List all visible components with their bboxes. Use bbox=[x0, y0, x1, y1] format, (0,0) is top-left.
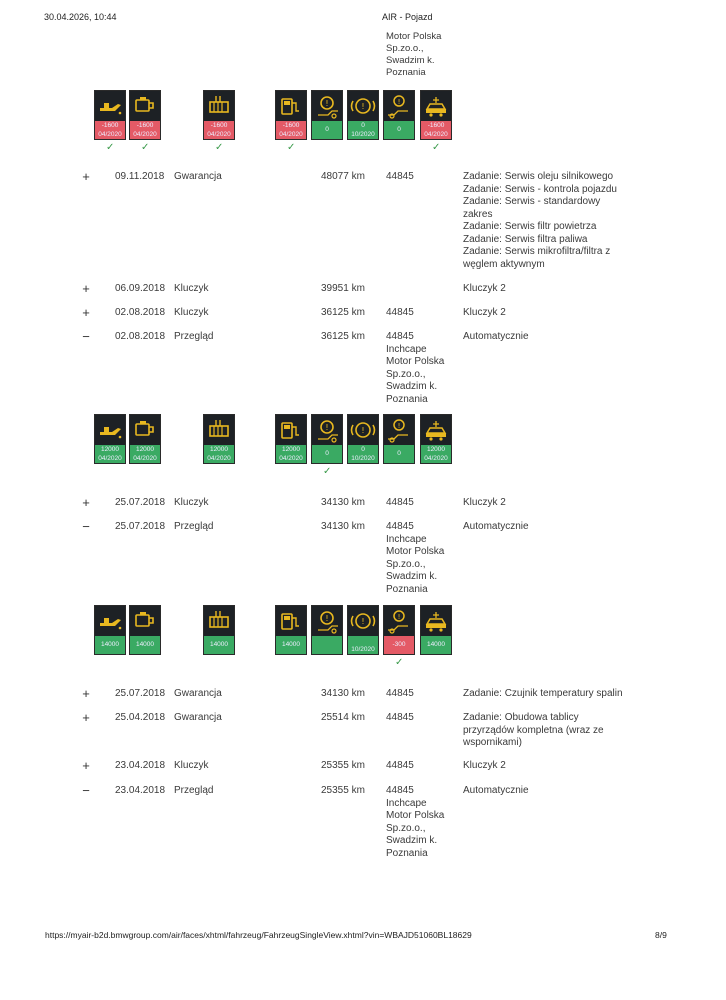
description-line: Kluczyk 2 bbox=[463, 497, 506, 508]
description-line: węglem aktywnym bbox=[463, 258, 545, 270]
tile-value bbox=[348, 636, 378, 645]
air-filter-icon bbox=[204, 415, 234, 445]
dealer-line: Swadzim k. bbox=[386, 571, 438, 582]
tile-date: 10/2020 bbox=[348, 645, 378, 654]
brake-fluid-icon bbox=[348, 415, 378, 445]
tile-date: 04/2020 bbox=[421, 454, 451, 463]
service-tile bbox=[94, 414, 126, 464]
page-number: 8/9 bbox=[655, 930, 667, 940]
row-mileage: 34130 km bbox=[321, 688, 365, 699]
tile-date: 04/2020 bbox=[95, 130, 125, 139]
expand-toggle[interactable]: + bbox=[82, 758, 90, 773]
description-line: Kluczyk 2 bbox=[463, 307, 506, 318]
dealer-line: Poznania bbox=[386, 393, 428, 405]
dealer-line: Motor Polska bbox=[386, 356, 445, 367]
description-line: Automatycznie bbox=[463, 521, 529, 532]
history-row bbox=[0, 329, 726, 405]
expand-toggle[interactable]: + bbox=[82, 169, 90, 184]
service-tile bbox=[311, 414, 343, 464]
description-line: przyrządów kompletna (wraz ze bbox=[463, 724, 604, 736]
oil-can-icon bbox=[95, 91, 125, 121]
rear-brakes-icon bbox=[384, 606, 414, 636]
svg-text:!: ! bbox=[397, 422, 401, 430]
expand-toggle[interactable]: + bbox=[82, 686, 90, 701]
history-row bbox=[0, 307, 726, 321]
print-datetime: 30.04.2026, 10:44 bbox=[44, 12, 117, 22]
row-description bbox=[463, 785, 623, 798]
tile-date: 04/2020 bbox=[95, 454, 125, 463]
vehicle-check-icon bbox=[130, 606, 160, 636]
air-filter-icon bbox=[204, 606, 234, 636]
row-type: Przegląd bbox=[174, 331, 214, 342]
row-type: Kluczyk bbox=[174, 760, 209, 771]
dealer-line: 44845 bbox=[386, 171, 414, 182]
row-date: 25.07.2018 bbox=[115, 497, 166, 508]
brake-fluid-icon bbox=[348, 606, 378, 636]
history-row bbox=[0, 497, 726, 511]
service-tile bbox=[420, 605, 452, 655]
tile-value: -1600 bbox=[204, 121, 234, 130]
service-tile bbox=[383, 605, 415, 655]
service-tile bbox=[275, 90, 307, 140]
tile-value: -1600 bbox=[276, 121, 306, 130]
tile-value: 0 bbox=[348, 121, 378, 130]
service-tile bbox=[420, 414, 452, 464]
dealer-address bbox=[386, 31, 441, 79]
row-description bbox=[463, 497, 623, 510]
svg-text:!: ! bbox=[397, 613, 401, 621]
description-line: Zadanie: Serwis - kontrola pojazdu bbox=[463, 183, 617, 195]
page-title: AIR - Pojazd bbox=[382, 12, 433, 22]
description-line: Automatycznie bbox=[463, 331, 529, 342]
air-filter-icon bbox=[204, 91, 234, 121]
dealer-line: Motor Polska bbox=[386, 31, 442, 42]
row-description bbox=[463, 712, 623, 750]
tile-date: 10/2020 bbox=[348, 130, 378, 139]
description-line: Zadanie: Obudowa tablicy bbox=[463, 712, 579, 723]
row-date: 06.09.2018 bbox=[115, 283, 166, 294]
tile-value: -1600 bbox=[130, 121, 160, 130]
collapse-toggle[interactable]: − bbox=[82, 783, 90, 798]
dealer-line: Inchcape bbox=[386, 533, 427, 545]
row-description bbox=[463, 283, 623, 296]
service-tile bbox=[275, 605, 307, 655]
tile-date: 10/2020 bbox=[348, 454, 378, 463]
description-line: zakres bbox=[463, 208, 493, 220]
tile-value: 0 bbox=[384, 121, 414, 139]
description-line: wspornikami) bbox=[463, 737, 522, 748]
dealer-line: Swadzim k. bbox=[386, 55, 435, 66]
check-mark-icon: ✓ bbox=[106, 142, 115, 153]
row-dealer bbox=[386, 497, 414, 510]
dealer-line: 44845 bbox=[386, 521, 414, 532]
tile-value: 12000 bbox=[130, 445, 160, 454]
service-tile bbox=[203, 90, 235, 140]
vehicle-check-icon bbox=[130, 415, 160, 445]
history-row bbox=[0, 519, 726, 595]
check-mark-icon: ✓ bbox=[287, 142, 296, 153]
dealer-line: Inchcape bbox=[386, 797, 427, 809]
row-mileage: 25355 km bbox=[321, 760, 365, 771]
svg-text:!: ! bbox=[325, 423, 329, 432]
row-dealer bbox=[386, 521, 444, 596]
history-row bbox=[0, 760, 726, 774]
dealer-line: 44845 bbox=[386, 688, 414, 699]
microfilter-icon bbox=[421, 606, 451, 636]
front-brakes-icon bbox=[312, 91, 342, 121]
dealer-line: 44845 bbox=[386, 712, 414, 723]
row-mileage: 39951 km bbox=[321, 283, 365, 294]
row-dealer bbox=[386, 171, 414, 184]
service-tile bbox=[129, 414, 161, 464]
description-line: Zadanie: Czujnik temperatury spalin bbox=[463, 688, 623, 699]
expand-toggle[interactable]: + bbox=[82, 281, 90, 296]
service-tile bbox=[203, 605, 235, 655]
row-date: 02.08.2018 bbox=[115, 307, 166, 318]
row-type: Kluczyk bbox=[174, 283, 209, 294]
check-mark-icon: ✓ bbox=[432, 142, 441, 153]
service-tile bbox=[94, 90, 126, 140]
microfilter-icon bbox=[421, 415, 451, 445]
service-tile bbox=[347, 605, 379, 655]
row-date: 09.11.2018 bbox=[115, 171, 165, 182]
dealer-line: Motor Polska bbox=[386, 810, 445, 821]
row-type: Przegląd bbox=[174, 521, 214, 532]
rear-brakes-icon bbox=[384, 415, 414, 445]
tile-value: 12000 bbox=[421, 445, 451, 454]
tile-value: 14000 bbox=[276, 636, 306, 654]
tile-date: 04/2020 bbox=[276, 454, 306, 463]
service-tile bbox=[311, 605, 343, 655]
dealer-line: 44845 bbox=[386, 331, 414, 342]
tile-date: 04/2020 bbox=[130, 454, 160, 463]
dealer-line: 44845 bbox=[386, 307, 414, 318]
front-brakes-icon bbox=[312, 415, 342, 445]
svg-text:!: ! bbox=[361, 102, 365, 111]
row-date: 25.07.2018 bbox=[115, 521, 166, 532]
dealer-line: Poznania bbox=[386, 847, 428, 859]
tile-value: 12000 bbox=[276, 445, 306, 454]
front-brakes-icon bbox=[312, 606, 342, 636]
tile-value: 14000 bbox=[421, 636, 451, 654]
row-date: 23.04.2018 bbox=[115, 760, 166, 771]
expand-toggle[interactable]: + bbox=[82, 710, 90, 725]
rear-brakes-icon bbox=[384, 91, 414, 121]
svg-text:!: ! bbox=[361, 617, 365, 626]
microfilter-icon bbox=[421, 91, 451, 121]
dealer-line: Swadzim k. bbox=[386, 835, 438, 846]
description-line: Zadanie: Serwis - standardowy bbox=[463, 196, 601, 207]
service-tile bbox=[383, 90, 415, 140]
row-mileage: 34130 km bbox=[321, 521, 365, 532]
collapse-toggle[interactable]: − bbox=[82, 329, 90, 344]
row-date: 23.04.2018 bbox=[115, 785, 166, 796]
history-row bbox=[0, 283, 726, 297]
history-row bbox=[0, 169, 726, 270]
check-mark-icon: ✓ bbox=[323, 466, 332, 477]
fuel-filter-icon bbox=[276, 606, 306, 636]
tile-value: 0 bbox=[312, 121, 342, 139]
description-line: Zadanie: Serwis mikrofiltra/filtra z bbox=[463, 246, 611, 257]
tile-value: 14000 bbox=[204, 636, 234, 654]
service-tile bbox=[383, 414, 415, 464]
svg-text:!: ! bbox=[325, 99, 329, 108]
dealer-line: 44845 bbox=[386, 760, 414, 771]
dealer-line: Motor Polska bbox=[386, 546, 445, 557]
tile-value: 0 bbox=[312, 445, 342, 463]
description-line: Automatycznie bbox=[463, 785, 529, 796]
row-dealer bbox=[386, 307, 414, 320]
row-mileage: 36125 km bbox=[321, 307, 365, 318]
row-dealer bbox=[386, 331, 444, 406]
dealer-line: Poznania bbox=[386, 67, 426, 78]
service-tile bbox=[94, 605, 126, 655]
row-date: 25.04.2018 bbox=[115, 712, 166, 723]
collapse-toggle[interactable]: − bbox=[82, 519, 90, 534]
dealer-line: Sp.zo.o., bbox=[386, 43, 424, 54]
tile-value: -1600 bbox=[421, 121, 451, 130]
row-dealer bbox=[386, 785, 444, 860]
tile-value: 14000 bbox=[95, 636, 125, 654]
description-line: Zadanie: Serwis filtr powietrza bbox=[463, 221, 597, 232]
description-line: Zadanie: Serwis oleju silnikowego bbox=[463, 171, 614, 182]
row-type: Przegląd bbox=[174, 785, 214, 796]
tile-value bbox=[312, 636, 342, 654]
dealer-line: Swadzim k. bbox=[386, 381, 438, 392]
service-tile bbox=[203, 414, 235, 464]
tile-value: 0 bbox=[348, 445, 378, 454]
service-tile bbox=[275, 414, 307, 464]
row-type: Kluczyk bbox=[174, 307, 209, 318]
description-line: Zadanie: Serwis filtra paliwa bbox=[463, 233, 588, 245]
tile-date: 04/2020 bbox=[130, 130, 160, 139]
history-row bbox=[0, 688, 726, 702]
svg-text:!: ! bbox=[361, 426, 365, 435]
tile-value: 12000 bbox=[204, 445, 234, 454]
service-tile bbox=[311, 90, 343, 140]
service-tile bbox=[129, 605, 161, 655]
expand-toggle[interactable]: + bbox=[82, 495, 90, 510]
row-type: Gwarancja bbox=[174, 712, 222, 723]
check-mark-icon: ✓ bbox=[215, 142, 224, 153]
service-tile bbox=[420, 90, 452, 140]
check-mark-icon: ✓ bbox=[141, 142, 150, 153]
history-row bbox=[0, 710, 726, 748]
row-mileage: 25355 km bbox=[321, 785, 365, 796]
row-description bbox=[463, 760, 623, 773]
tile-date: 04/2020 bbox=[421, 130, 451, 139]
row-date: 02.08.2018 bbox=[115, 331, 166, 342]
row-date: 25.07.2018 bbox=[115, 688, 166, 699]
row-type: Kluczyk bbox=[174, 497, 209, 508]
tile-date: 04/2020 bbox=[276, 130, 306, 139]
dealer-line: Sp.zo.o., bbox=[386, 558, 426, 570]
dealer-line: Sp.zo.o., bbox=[386, 368, 426, 380]
row-type: Gwarancja bbox=[174, 171, 222, 182]
tile-date: 04/2020 bbox=[204, 130, 234, 139]
row-mileage: 36125 km bbox=[321, 331, 365, 342]
row-description bbox=[463, 331, 623, 344]
row-description bbox=[463, 171, 623, 271]
check-mark-icon: ✓ bbox=[395, 657, 404, 668]
row-description bbox=[463, 688, 623, 701]
fuel-filter-icon bbox=[276, 91, 306, 121]
description-line: Kluczyk 2 bbox=[463, 283, 506, 294]
row-dealer bbox=[386, 712, 414, 725]
row-dealer bbox=[386, 760, 414, 773]
svg-text:!: ! bbox=[397, 98, 401, 106]
history-row bbox=[0, 783, 726, 859]
brake-fluid-icon bbox=[348, 91, 378, 121]
tile-value: 0 bbox=[384, 445, 414, 463]
dealer-line: Inchcape bbox=[386, 343, 427, 355]
footer-url: https://myair-b2d.bmwgroup.com/air/faces/xhtml/fahrzeug/FahrzeugSingleView.xhtml?vin=WBAJD51060BL18629 bbox=[45, 930, 472, 940]
row-dealer bbox=[386, 688, 414, 701]
dealer-line: 44845 bbox=[386, 497, 414, 508]
row-description bbox=[463, 307, 623, 320]
service-tile bbox=[347, 90, 379, 140]
row-type: Gwarancja bbox=[174, 688, 222, 699]
dealer-line: Sp.zo.o., bbox=[386, 822, 426, 834]
tile-value: -300 bbox=[384, 636, 414, 654]
tile-date: 04/2020 bbox=[204, 454, 234, 463]
oil-can-icon bbox=[95, 606, 125, 636]
vehicle-check-icon bbox=[130, 91, 160, 121]
dealer-line: 44845 bbox=[386, 785, 414, 796]
svg-text:!: ! bbox=[325, 614, 329, 623]
description-line: Kluczyk 2 bbox=[463, 760, 506, 771]
service-tile bbox=[129, 90, 161, 140]
tile-value: -1600 bbox=[95, 121, 125, 130]
row-mileage: 25514 km bbox=[321, 712, 365, 723]
oil-can-icon bbox=[95, 415, 125, 445]
dealer-line: Poznania bbox=[386, 583, 428, 595]
row-mileage: 48077 km bbox=[321, 171, 365, 182]
expand-toggle[interactable]: + bbox=[82, 305, 90, 320]
row-mileage: 34130 km bbox=[321, 497, 365, 508]
tile-value: 12000 bbox=[95, 445, 125, 454]
service-tile bbox=[347, 414, 379, 464]
tile-value: 14000 bbox=[130, 636, 160, 654]
row-description bbox=[463, 521, 623, 534]
fuel-filter-icon bbox=[276, 415, 306, 445]
